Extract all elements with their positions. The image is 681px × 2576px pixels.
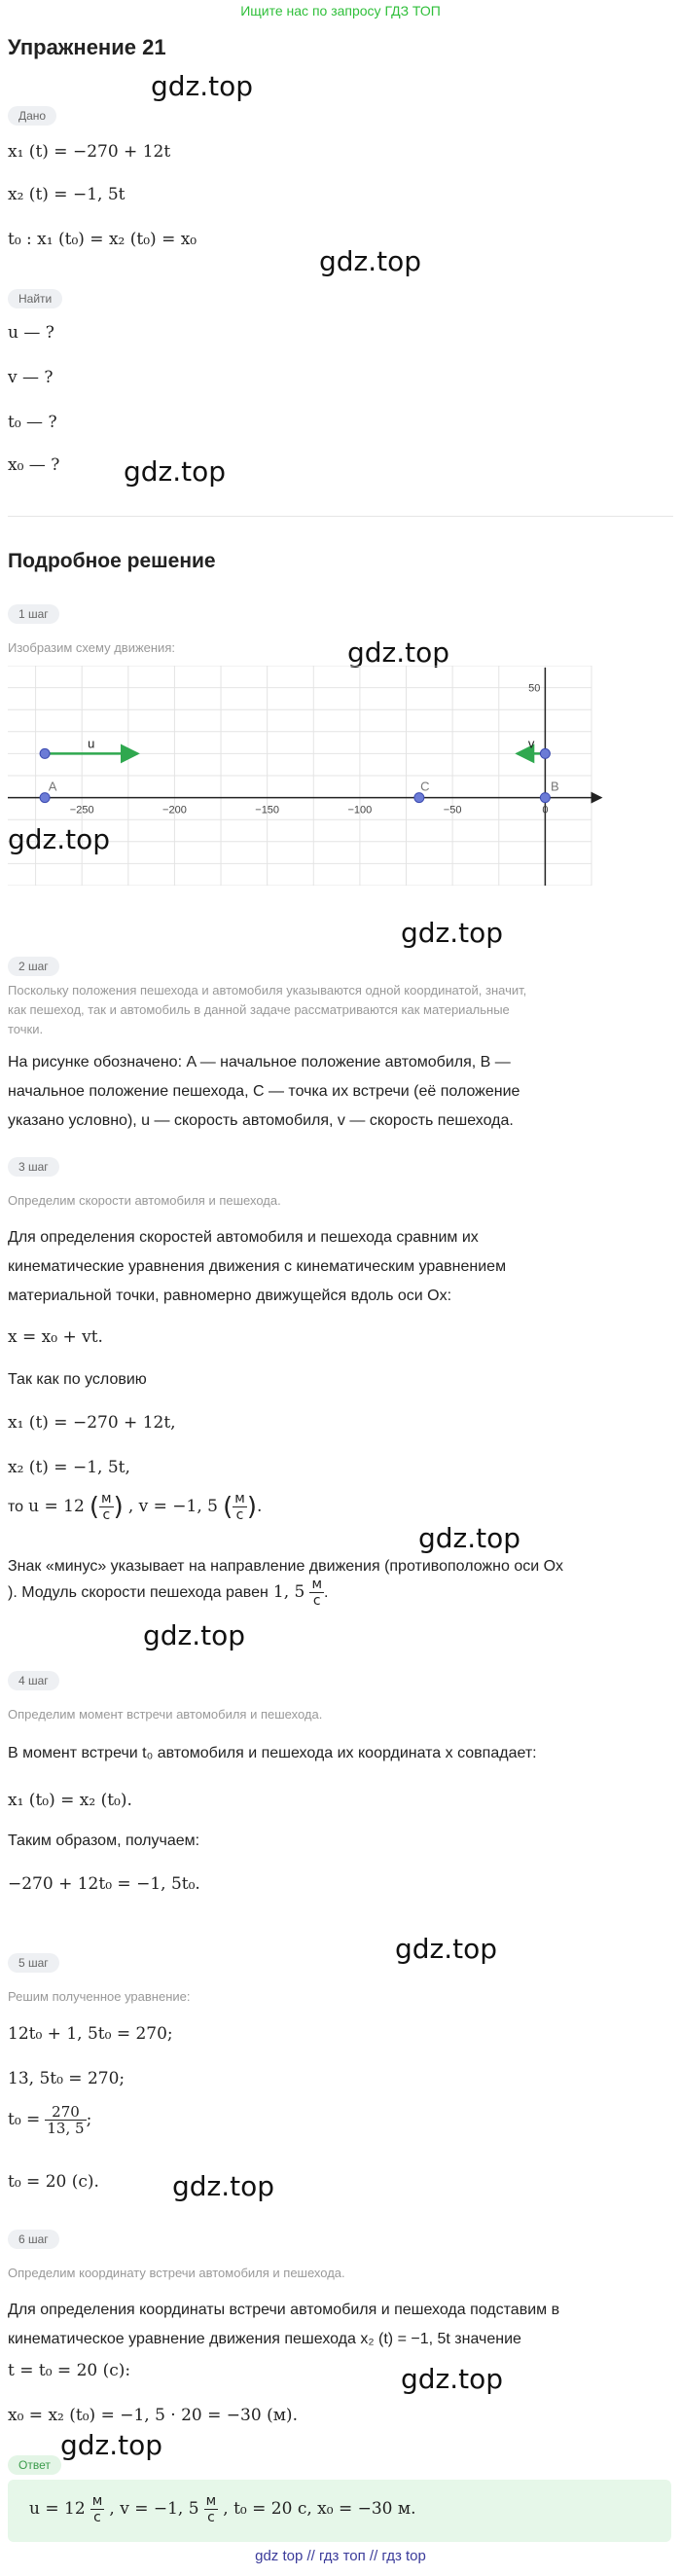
find-line: v — ?: [8, 368, 54, 387]
watermark: gdz.top: [172, 2170, 275, 2202]
velocity-result: то u = 12 ( $\frac{м}{с}$ ) , v = −1, 5 ( $\frac{м}{с}$ ).: [8, 1491, 263, 1523]
given-label: Дано: [8, 106, 56, 126]
point-marker: [414, 793, 424, 803]
equation: t₀ = 20 (с).: [8, 2172, 99, 2192]
equation: x₂ (t) = −1, 5t,: [8, 1458, 130, 1477]
step-label: 6 шаг: [8, 2230, 59, 2249]
step-hint: Изобразим схему движения:: [8, 640, 175, 655]
answer-text: u = 12 $\frac{м}{с}$ , v = −1, 5 $\frac{м}{с}$ , t₀ = 20 с, x₀ = −30 м.: [29, 2493, 416, 2525]
step-label: 3 шаг: [8, 1157, 59, 1177]
point-label: B: [551, 779, 559, 794]
paragraph: материальной точки, равномерно движущейся вдоль оси Ox:: [8, 1288, 452, 1304]
given-line: x₁ (t) = −270 + 12t: [8, 142, 171, 162]
answer-label: Ответ: [8, 2455, 61, 2475]
paragraph: Так как по условию: [8, 1371, 147, 1388]
x-tick-label: −150: [255, 804, 280, 816]
point-marker: [40, 793, 50, 803]
equation: x₁ (t) = −270 + 12t,: [8, 1413, 176, 1433]
watermark: gdz.top: [347, 636, 450, 669]
equation: t₀ = $\frac{270}{13, 5}$ ;: [8, 2103, 92, 2137]
find-line: u — ?: [8, 323, 54, 343]
watermark: gdz.top: [151, 70, 254, 102]
to-word: то: [8, 1499, 24, 1515]
watermark: gdz.top: [401, 917, 504, 949]
v-eq: , v = −1, 5: [127, 1497, 218, 1516]
point-label: C: [420, 779, 430, 794]
paragraph: указано условно), u — скорость автомобиля, v — скорость пешехода.: [8, 1112, 514, 1129]
exercise-title: Упражнение 21: [8, 35, 166, 59]
vector-label: v: [527, 736, 535, 751]
step-label: 1 шаг: [8, 604, 59, 624]
x-tick-label: −250: [69, 804, 94, 816]
find-line: t₀ — ?: [8, 413, 57, 432]
point-marker: [40, 748, 50, 758]
paragraph: Для определения скоростей автомобиля и пешехода сравним их: [8, 1229, 479, 1246]
paragraph: кинематическое уравнение движения пешехода x₂ (t) = −1, 5t значение: [8, 2331, 521, 2347]
x-tick-label: −50: [443, 804, 462, 816]
step-label: 4 шаг: [8, 1671, 59, 1690]
paragraph: кинематические уравнения движения с кинематическим уравнением: [8, 1258, 507, 1275]
solution-title: Подробное решение: [8, 550, 216, 572]
paragraph: В момент встречи t₀ автомобиля и пешехода их координата x совпадает:: [8, 1745, 537, 1761]
step-label: 5 шаг: [8, 1953, 59, 1973]
unit-num: м: [101, 1491, 112, 1506]
point-marker: [540, 748, 550, 758]
divider: [8, 516, 673, 517]
unit-den: с: [102, 1507, 111, 1523]
step-label: 2 шаг: [8, 957, 59, 976]
paragraph: Знак «минус» указывает на направление движения (противоположно оси Ox: [8, 1558, 564, 1575]
paragraph: Для определения координаты встречи автомобиля и пешехода подставим в: [8, 2302, 560, 2318]
watermark: gdz.top: [143, 1619, 246, 1651]
step-hint: точки.: [8, 1022, 44, 1036]
paragraph: ). Модуль скорости пешехода равен 1, 5 $\frac{м}{с}$ .: [8, 1577, 329, 1609]
watermark: gdz.top: [401, 2363, 504, 2395]
equation: x₁ (t₀) = x₂ (t₀).: [8, 1791, 132, 1810]
point-label: A: [48, 779, 57, 794]
equation: −270 + 12t₀ = −1, 5t₀.: [8, 1874, 200, 1894]
equation: t = t₀ = 20 (с):: [8, 2361, 131, 2380]
step-hint: Определим скорости автомобиля и пешехода.: [8, 1193, 281, 1208]
watermark: gdz.top: [60, 2429, 163, 2461]
paragraph: начальное положение пешехода, C — точка их встречи (её положение: [8, 1083, 520, 1100]
equation: x = x₀ + vt.: [8, 1327, 103, 1347]
footer-links[interactable]: gdz top // гдз топ // гдз top: [255, 2548, 426, 2564]
paragraph: Таким образом, получаем:: [8, 1832, 200, 1849]
given-line: x₂ (t) = −1, 5t: [8, 185, 125, 204]
watermark: gdz.top: [418, 1522, 521, 1554]
given-line: t₀ : x₁ (t₀) = x₂ (t₀) = x₀: [8, 230, 197, 249]
find-label: Найти: [8, 289, 62, 308]
unit-num: м: [234, 1491, 245, 1506]
u-eq: u = 12: [28, 1497, 85, 1516]
top-banner[interactable]: Ищите нас по запросу ГДЗ ТОП: [240, 3, 441, 18]
point-marker: [540, 793, 550, 803]
paragraph: На рисунке обозначено: A — начальное положение автомобиля, B —: [8, 1054, 511, 1070]
watermark: gdz.top: [8, 823, 111, 855]
x-tick-label: −100: [347, 804, 373, 816]
step-hint: Определим координату встречи автомобиля и пешехода.: [8, 2266, 345, 2280]
watermark: gdz.top: [319, 245, 422, 277]
equation: x₀ = x₂ (t₀) = −1, 5 · 20 = −30 (м).: [8, 2406, 298, 2425]
step-hint: Поскольку положения пешехода и автомобиля указываются одной координатой, значит,: [8, 983, 527, 998]
x-tick-label: 0: [542, 804, 549, 816]
watermark: gdz.top: [124, 455, 227, 488]
watermark: gdz.top: [395, 1933, 498, 1965]
equation: 13, 5t₀ = 270;: [8, 2069, 125, 2088]
y-tick-label: 50: [528, 682, 541, 695]
step-hint: Решим полученное уравнение:: [8, 1989, 191, 2004]
vector-label: u: [88, 736, 95, 751]
find-line: x₀ — ?: [8, 455, 60, 475]
unit-den: с: [235, 1507, 244, 1523]
step-hint: как пешеход, так и автомобиль в данной задаче рассматриваются как материальные: [8, 1002, 510, 1017]
equation: 12t₀ + 1, 5t₀ = 270;: [8, 2024, 173, 2044]
x-tick-label: −200: [162, 804, 187, 816]
step-hint: Определим момент встречи автомобиля и пешехода.: [8, 1707, 323, 1722]
